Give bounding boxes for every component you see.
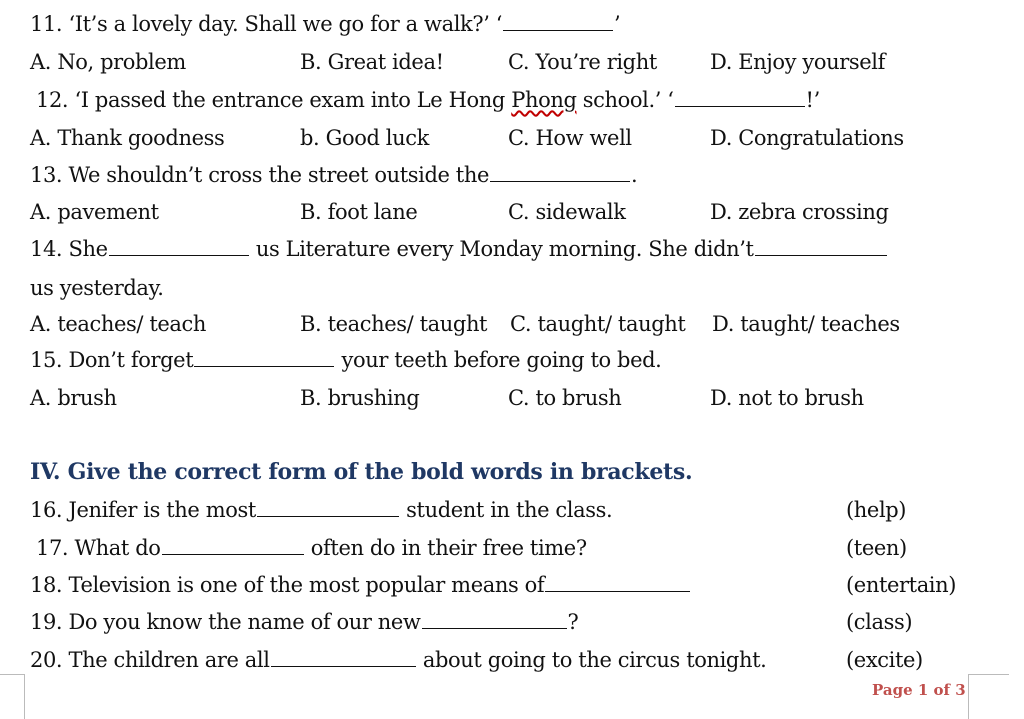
option-a: A. brush [30,386,117,410]
question-18 [30,573,691,597]
option-a: A. Thank goodness [30,126,225,150]
question-text: often do in their free time? [310,536,587,560]
answer-blank [162,536,304,555]
answer-blank [755,237,887,256]
answer-blank [675,88,805,107]
option-b: B. teaches/ taught [300,312,488,336]
option-b: B. foot lane [300,200,418,224]
question-text: 13. We shouldn’t cross the street outside the [30,163,489,187]
question-text: about going to the circus tonight. [422,648,767,672]
answer-blank [194,348,334,367]
question-14 [30,237,888,261]
bracket-word: (help) [846,498,907,522]
bracket-word: (entertain) [846,573,957,597]
answer-blank [490,163,630,182]
question-14-continued: us yesterday. [30,276,164,300]
question-17 [36,536,587,560]
question-text: ? [567,610,579,634]
bracket-word: (teen) [846,536,907,560]
question-11 [30,12,620,36]
page-corner-mark [968,674,1009,719]
option-d: D. Enjoy yourself [710,50,885,74]
question-text: 11. ‘It’s a lovely day. Shall we go for a walk?’ ‘ [30,12,503,36]
question-text: us Literature every Monday morning. She didn’t [255,237,754,261]
option-b: B. brushing [300,386,420,410]
question-15 [30,348,661,372]
question-text: 15. Don’t forget [30,348,194,372]
question-text: 12. ‘I passed the entrance exam into Le Hong [36,88,512,112]
question-text: 17. What do [36,536,161,560]
section-heading: IV. Give the correct form of the bold words in brackets. [30,459,693,485]
option-b: B. Great idea! [300,50,444,74]
question-text: 19. Do you know the name of our new [30,610,421,634]
option-a: A. teaches/ teach [30,312,207,336]
question-text: 14. She [30,237,108,261]
bracket-word: (excite) [846,648,923,672]
option-c: C. You’re right [508,50,657,74]
option-d: D. zebra crossing [710,200,889,224]
page-number: Page 1 of 3 [872,681,966,699]
question-text: 16. Jenifer is the most [30,498,256,522]
question-text: ’ [614,12,621,36]
question-16 [30,498,612,522]
option-c: C. sidewalk [508,200,626,224]
question-text: 18. Television is one of the most popular means of [30,573,545,597]
question-text: !’ [805,88,820,112]
option-d: D. taught/ teaches [712,312,900,336]
option-d: D. Congratulations [710,126,904,150]
option-c: C. to brush [508,386,622,410]
question-text: school. [576,88,655,112]
option-a: A. pavement [30,200,159,224]
question-text: your teeth before going to bed. [341,348,662,372]
question-20 [30,648,766,672]
option-a: A. No, problem [30,50,186,74]
option-c: C. How well [508,126,632,150]
answer-blank [422,610,567,629]
answer-blank [271,648,416,667]
answer-blank [503,12,613,31]
answer-blank [257,498,399,517]
option-d: D. not to brush [710,386,864,410]
question-12 [36,88,820,112]
option-c: C. taught/ taught [510,312,686,336]
bracket-word: (class) [846,610,913,634]
question-13 [30,163,637,187]
question-text: student in the class. [406,498,613,522]
page-corner-mark [0,674,25,719]
question-text: 20. The children are all [30,648,270,672]
question-text: . [631,163,638,187]
answer-blank [109,237,249,256]
spellcheck-word: Phong [511,88,577,112]
answer-blank [545,573,690,592]
question-19 [30,610,578,634]
option-b: b. Good luck [300,126,429,150]
question-text: ’ ‘ [654,88,674,112]
